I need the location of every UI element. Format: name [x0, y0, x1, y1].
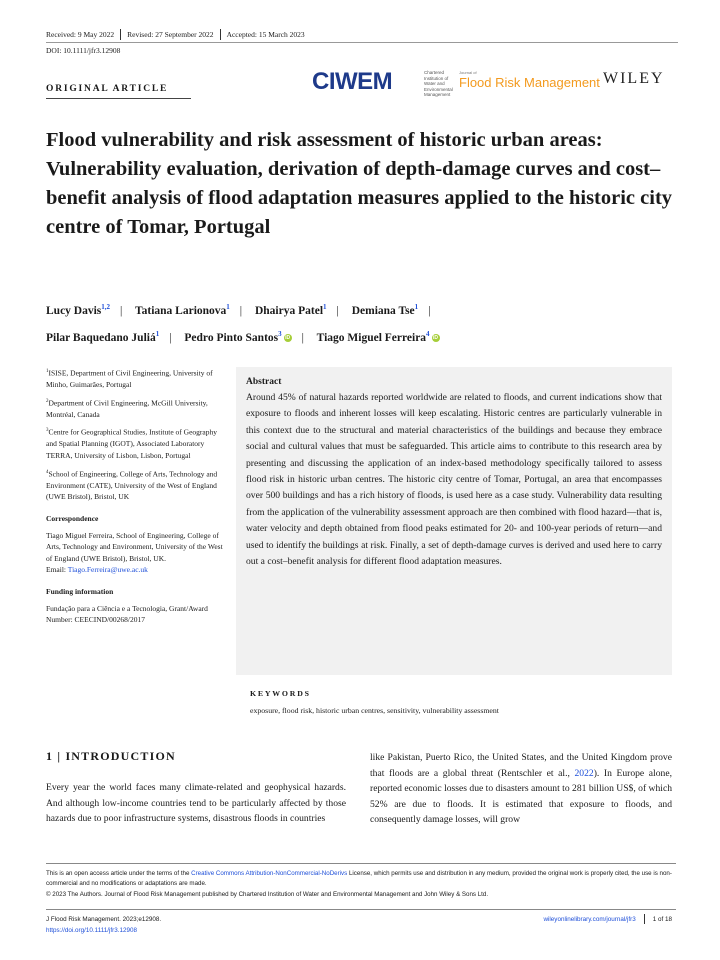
- footnote-rule: [46, 863, 676, 864]
- doi-label[interactable]: DOI: 10.1111/jfr3.12908: [46, 46, 121, 55]
- orcid-icon[interactable]: iD: [433, 335, 439, 342]
- license-link[interactable]: Creative Commons Attribution-NonCommercial-NoDerivs: [191, 870, 348, 877]
- author-name[interactable]: Pedro Pinto Santos$^3$iD: [184, 329, 291, 344]
- author-name[interactable]: Pilar Baquedano Juliá$^1$: [46, 329, 160, 344]
- journal-of-label: Journal of: [459, 70, 477, 75]
- revised-date: Revised: 27 September 2022: [127, 30, 214, 39]
- wiley-logo: WILEY: [603, 70, 665, 87]
- author-name[interactable]: Tatiana Larionova$^1$: [135, 303, 230, 317]
- author-name[interactable]: Lucy Davis$^{1,2}$: [46, 303, 111, 317]
- funding-text: Fundação para a Ciência e a Tecnologia, Grant/Award Number: CEECIND/00268/2017: [46, 603, 208, 625]
- article-title: Flood vulnerability and risk assessment of historic urban areas: Vulnerability evaluation, derivation of depth-damage curves and cost–benefit analysis of flood adaptation measures applied to the historic city centre of Tomar, Portugal: [46, 129, 673, 238]
- abstract-heading: Abstract: [246, 377, 282, 387]
- doi-link[interactable]: https://doi.org/10.1111/jfr3.12908: [46, 927, 138, 934]
- footer-separator: [644, 914, 645, 924]
- header-rule: [46, 42, 678, 43]
- article-type: ORIGINAL ARTICLE: [46, 84, 169, 94]
- intro-left-column: Every year the world faces many climate-related and geophysical hazards. And although low-income countries tend to be particularly affected by those hazards due to poor infrastructure systems, disastrous floods in countries: [46, 782, 346, 825]
- affiliation: $^2$Department of Civil Engineering, McGill University, Montréal, Canada: [46, 398, 208, 419]
- author-name[interactable]: Tiago Miguel Ferreira$^4$iD: [316, 329, 439, 344]
- keywords-text: exposure, flood risk, historic urban centres, sensitivity, vulnerability assessment: [250, 706, 499, 715]
- abstract-box: [236, 367, 672, 675]
- author-list: Lucy Davis$^{1,2}$ | Tatiana Larionova$^1$ | Dhairya Patel$^1$ | Demiana Tse$^1$ | Pilar Baquedano Juliá$^1$ | Pedro Pinto Santos$^3$iD | Tiago Miguel Ferreira$^4$iD: [46, 303, 439, 344]
- intro-right-column: like Pakistan, Puerto Rico, the United States, and the United Kingdom prove that floods are a global threat (Rentschler et al., 2022). In Europe alone, reported economic losses due to disasters amount to 281 billion US$, of which 52% are due to floods. It is estimated that exposure to floods, and consequently damage losses, will grow: [370, 752, 672, 826]
- article-type-rule: [46, 98, 191, 99]
- email-link[interactable]: Tiago.Ferreira@uwe.ac.uk: [67, 565, 148, 575]
- correspondence-text: Tiago Miguel Ferreira, School of Engineering, College of Arts, Technology and Environment, University of the West of England (UWE Bristol), Bristol, UK. Email: Tiago.Ferreira@uwe.ac.uk: [46, 530, 223, 575]
- footer-rule: [46, 909, 676, 910]
- footer-right: [543, 914, 672, 924]
- author-name[interactable]: Dhairya Patel$^1$: [254, 303, 327, 317]
- citation-link[interactable]: 2022: [574, 767, 594, 779]
- ciwem-logo-subtitle: Chartered Institution of Water and Environmental Management: [424, 70, 453, 97]
- journal-logo: Flood Risk Management: [459, 75, 600, 90]
- received-date: Received: 9 May 2022: [46, 30, 115, 39]
- ciwem-logo: CIWEM: [312, 68, 393, 95]
- affiliations-sidebar: [46, 366, 226, 631]
- license-text: This is an open access article under the terms of the Creative Commons Attribution-NonCommercial-NoDerivs License, which permits use and distribution in any medium, provided the original work is properly cited, the use is non-commercial and no modifications or adaptations are made.: [46, 870, 672, 888]
- introduction-heading: 1 | INTRODUCTION: [46, 749, 176, 763]
- footer-citation: [46, 914, 161, 936]
- funding-heading: Funding information: [46, 586, 114, 596]
- orcid-icon[interactable]: iD: [285, 335, 291, 342]
- abstract-text: Around 45% of natural hazards reported worldwide are related to floods, and current indications show that exposure to floods and inherent losses will keep escalating. Historic centres are particularly vulnerable in this context due to the structural and material characteristics of the buildings and because they embrace social and cultural values that must be safeguarded. This article aims to contribute to this research area by presenting and discussing the application of an index-based methodology specifically tailored to assess flood risk in historic urban centres. The historic city centre of Tomar, Portugal, an area that encompasses over 500 buildings and has a rich history of floods, is used here as a case study. Vulnerability data resulting from the application of the vulnerability assessment approach are then combined with flood hazard—that is, water velocity and depth obtained from flood peaks estimated for 20- and 100-year periods of return—and used to identify the buildings at risk. Finally, a set of depth-damage curves is derived and used here to carry out a cost–benefit analysis for different flood adaptation measures.: [246, 392, 662, 568]
- article-dates: [46, 30, 311, 40]
- author-name[interactable]: Demiana Tse$^1$: [351, 303, 419, 317]
- keywords-heading: KEYWORDS: [250, 689, 311, 698]
- journal-citation: J Flood Risk Management. 2023;e12908.: [46, 916, 162, 923]
- journal-url-link[interactable]: wileyonlinelibrary.com/journal/jfr3: [543, 915, 636, 923]
- accepted-date: Accepted: 15 March 2023: [226, 30, 305, 39]
- affiliation: $^1$ISISE, Department of Civil Engineering, University of Minho, Guimarães, Portugal: [46, 368, 213, 390]
- page-number: 1 of 18: [652, 915, 672, 923]
- affiliation: $^4$School of Engineering, College of Arts, Technology and Environment (CATE), University of the West of England (UWE Bristol), Bristol, UK: [46, 469, 218, 502]
- affiliation: $^3$Centre for Geographical Studies, Institute of Geography and Spatial Planning (IGOT), Associated Laboratory TERRA, University of Lisbon, Lisbon, Portugal: [46, 427, 217, 461]
- license-footnote: [46, 869, 676, 900]
- correspondence-heading: Correspondence: [46, 513, 99, 523]
- copyright-text: © 2023 The Authors. Journal of Flood Risk Management published by Chartered Institution of Water and Environmental Management and John Wiley & Sons Ltd.: [46, 890, 489, 898]
